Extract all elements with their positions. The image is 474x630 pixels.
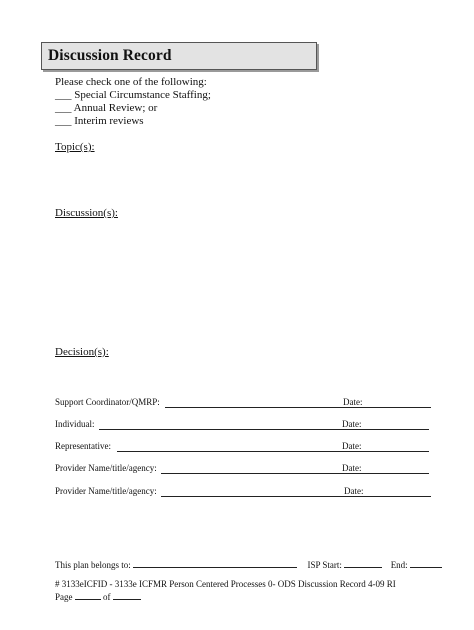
isp-start-line[interactable] bbox=[344, 559, 382, 568]
title-box bbox=[41, 42, 317, 70]
date-label: Date: bbox=[342, 463, 362, 473]
form-id: # 3133eICFID - 3133e ICFMR Person Centered Processes 0- ODS Discussion Record 4-09 RI bbox=[55, 579, 396, 589]
isp-start-label: ISP Start: bbox=[307, 560, 342, 570]
plan-belongs-label: This plan belongs to: bbox=[55, 560, 131, 570]
signature-row-individual bbox=[55, 419, 435, 431]
end-label: End: bbox=[390, 560, 408, 570]
option-annual-review[interactable]: ___ Annual Review; or bbox=[55, 102, 158, 114]
signature-row-support-coordinator bbox=[55, 397, 435, 409]
signature-line[interactable] bbox=[117, 451, 391, 452]
date-line[interactable] bbox=[365, 473, 429, 474]
signature-label: Individual: bbox=[55, 419, 95, 429]
date-line[interactable] bbox=[367, 407, 431, 408]
page-title: Discussion Record bbox=[48, 47, 172, 64]
date-line[interactable] bbox=[365, 451, 429, 452]
intro-prompt: Please check one of the following: bbox=[55, 76, 207, 88]
date-label: Date: bbox=[342, 441, 362, 451]
signature-label: Provider Name/title/agency: bbox=[55, 463, 157, 473]
date-label: Date: bbox=[342, 419, 362, 429]
option-special-circumstance[interactable]: ___ Special Circumstance Staffing; bbox=[55, 89, 211, 101]
option-interim-reviews[interactable]: ___ Interim reviews bbox=[55, 115, 144, 127]
page-number-line[interactable] bbox=[75, 591, 101, 600]
signature-row-provider-2 bbox=[55, 486, 435, 498]
signature-label: Support Coordinator/QMRP: bbox=[55, 397, 160, 407]
date-label: Date: bbox=[344, 486, 364, 496]
of-label: of bbox=[103, 592, 111, 602]
date-label: Date: bbox=[343, 397, 363, 407]
date-line[interactable] bbox=[365, 429, 429, 430]
signature-row-provider-1 bbox=[55, 463, 435, 475]
page-total-line[interactable] bbox=[113, 591, 141, 600]
page-label: Page bbox=[55, 592, 73, 602]
signature-line[interactable] bbox=[161, 473, 391, 474]
date-line[interactable] bbox=[367, 496, 431, 497]
topics-label: Topic(s): bbox=[55, 141, 95, 153]
plan-belongs-line[interactable] bbox=[133, 559, 297, 568]
signature-line[interactable] bbox=[161, 496, 391, 497]
discussion-label: Discussion(s): bbox=[55, 207, 118, 219]
signature-line[interactable] bbox=[99, 429, 391, 430]
signature-row-representative bbox=[55, 441, 435, 453]
signature-label: Representative: bbox=[55, 441, 111, 451]
signature-label: Provider Name/title/agency: bbox=[55, 486, 157, 496]
end-line[interactable] bbox=[410, 559, 442, 568]
page-number-row bbox=[55, 591, 141, 602]
signature-line[interactable] bbox=[165, 407, 391, 408]
plan-belongs-row bbox=[55, 559, 442, 570]
decisions-label: Decision(s): bbox=[55, 346, 109, 358]
